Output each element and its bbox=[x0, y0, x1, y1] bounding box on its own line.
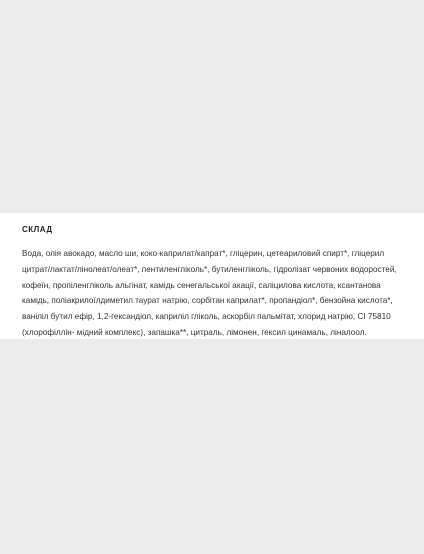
ingredients-line: (хлорофіллін- мідний комплекс), запашка**, цитраль, лімонен, гексил цинамаль, ліналоол. bbox=[22, 327, 367, 337]
ingredients-line: Вода, олія авокадо, масло ши, коко-каприлат/капрат*, гліцерин, цетеариловий спирт*, гліцерил bbox=[22, 249, 385, 258]
ingredients-text bbox=[22, 246, 406, 341]
section-title: СКЛАД bbox=[22, 225, 53, 234]
composition-section bbox=[0, 213, 424, 339]
ingredients-line: цитрат/лактат/лінолеат/олеат*, пентиленгліколь*, бутиленгліколь, гідролізат червоних водоростей, bbox=[22, 264, 397, 274]
ingredients-line: камідь, поліакрилоїлдиметил таурат натрію, сорбітан каприлат*, пропандіол*, бензойна кислота*, bbox=[22, 296, 393, 306]
bottom-background bbox=[0, 339, 424, 554]
ingredients-line: кофеїн, пропіленгліколь альгінат, камідь сенегальської акації, саліцилова кислота, ксантанова bbox=[22, 280, 381, 290]
top-background bbox=[0, 0, 424, 213]
ingredients-line: ваніліл бутил ефір, 1,2-гександіол, каприліл гліколь, аскорбіл пальмітат, хлорид натрію, CI 75810 bbox=[22, 312, 391, 322]
